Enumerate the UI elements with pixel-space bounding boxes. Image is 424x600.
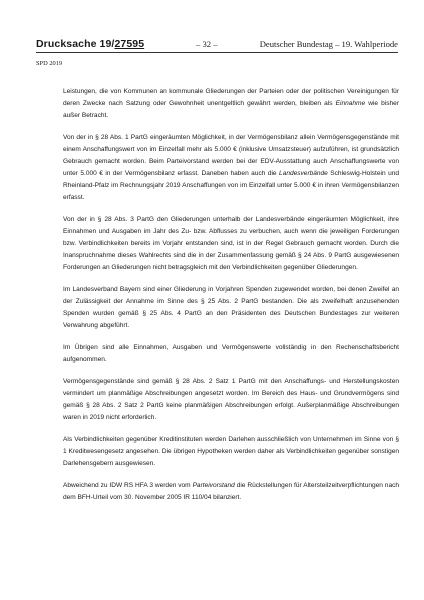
paragraph: Von der in § 28 Abs. 1 PartG eingeräumten Möglichkeit, in der Vermögensbilanz allein Vermögensgegenstände mit einem Anschaffungswert von im Einzelfall mehr als 5.000 € (inklusive Umsatzsteuer) aufzuführen, ist grundsätzlich Gebrauch gemacht worden. Beim Parteivorstand werden bei der EDV-Ausstattung auch Anschaffungswerte von unter 5.000 € in der Vermögensbilanz erfasst. Daneben haben auch die Landesverbände Schleswig-Holstein und Rheinland-Pfalz im Rechnungsjahr 2019 Anschaffungen von im Einzelfall unter 5.000 € in ihren Vermögensbilanzen erfasst. [63, 134, 399, 201]
page-number: – 32 – [196, 39, 218, 49]
paragraph: Von der in § 28 Abs. 3 PartG den Gliederungen unterhalb der Landesverbände eingeräumten Möglichkeit, ihre Einnahmen und Ausgaben im Jahr des Zu- bzw. Abflusses zu verbuchen, auch wenn die jeweiligen Forderungen bzw. Verbindlichkeiten bereits im Vorjahr entstanden sind, ist in der Regel Gebrauch gemacht worden. Durch die Inanspruchnahme dieses Wahlrechts sind die in der Zusammenfassung gemäß § 24 Abs. 9 PartG ausgewiesenen Forderungen an Gliederungen nicht betragsgleich mit den Verbindlichkeiten gegenüber Gliederungen. [63, 216, 399, 271]
paragraph: Leistungen, die von Kommunen an kommunale Gliederungen der Parteien oder der politischen Vereinigungen für deren Zwecke nach Satzung oder Gewohnheit unentgeltlich gewährt werden, bleiben als Einnahme wie bisher außer Betracht. [63, 88, 400, 119]
section-label: SPD 2019 [36, 60, 63, 67]
publication-title: Deutscher Bundestag – 19. Wahlperiode [259, 39, 398, 49]
paragraph: Abweichend zu IDW RS HFA 3 werden vom Parteivorstand die Rückstellungen für Altersteilzeitverpflichtungen nach dem BFH-Urteil vom 30. November 2005 IR 110/04 bilanziert. [63, 482, 400, 501]
paragraph: Vermögensgegenstände sind gemäß § 28 Abs. 2 Satz 1 PartG mit den Anschaffungs- und Herstellungskosten vermindert um planmäßige Abschreibungen angesetzt worden. Im Bereich des Haus- und Grundvermögens sind gemäß § 28 Abs. 2 Satz 2 PartG keine planmäßigen Abschreibungen erfolgt. Außerplanmäßige Abschreibungen waren in 2019 nicht erforderlich. [63, 378, 399, 421]
document-number-prefix: Drucksache 19/ [36, 38, 115, 50]
document-number-value: 27595 [114, 38, 145, 50]
page-header [36, 38, 398, 52]
header-divider [36, 52, 398, 53]
paragraph: Im Landesverband Bayern sind einer Gliederung in Vorjahren Spenden zugewendet worden, bei denen Zweifel an der Zulässigkeit der Annahme im Sinne des § 25 Abs. 2 PartG bestanden. Die als zweifelhaft anzusehenden Spenden wurden gemäß § 25 Abs. 4 PartG an den Präsidenten des Deutschen Bundestages zur weiteren Verwahrung abgeführt. [63, 286, 399, 329]
body-text [63, 86, 399, 514]
paragraph: Als Verbindlichkeiten gegenüber Kreditinstituten werden Darlehen ausschließlich von Unternehmen im Sinne von § 1 Kreditwesengesetz angesehen. Die übrigen Hypotheken werden daher als Verbindlichkeiten gegenüber sonstigen Darlehensgebern ausgewiesen. [63, 436, 399, 467]
document-number [36, 38, 144, 50]
paragraph: Im Übrigen sind alle Einnahmen, Ausgaben und Vermögenswerte vollständig in den Rechenschaftsbericht aufgenommen. [63, 344, 399, 363]
